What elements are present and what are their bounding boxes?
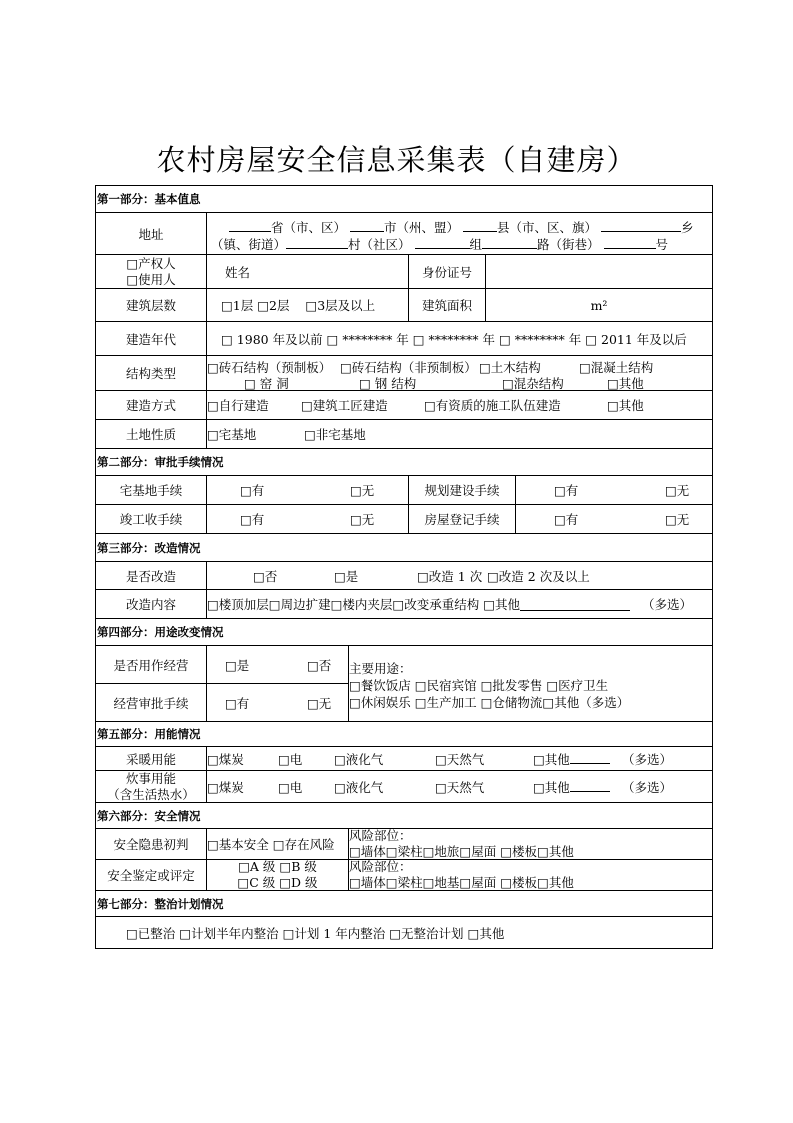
row-era <box>96 321 712 355</box>
approval-row <box>96 684 348 722</box>
build-self[interactable]: □自行建造 <box>207 398 269 413</box>
city-input[interactable] <box>350 219 384 232</box>
energy-other[interactable] <box>533 778 610 796</box>
row-remediation-plan <box>96 916 712 948</box>
county-input[interactable] <box>463 219 497 232</box>
risk-parts-title: 风险部位： <box>349 828 412 843</box>
row-initial-hazard <box>96 828 712 859</box>
renovation-content-label: 改造内容 <box>125 597 176 612</box>
initial-hazard-label: 安全隐患初判 <box>113 837 189 852</box>
group-input-pre[interactable] <box>415 236 470 249</box>
land-non-homestead[interactable]: □非宅基地 <box>304 427 366 442</box>
section-header-part6 <box>96 802 712 828</box>
row-structure <box>96 355 712 390</box>
area-label: 建筑面积 <box>408 289 485 321</box>
row-land <box>96 419 712 448</box>
section-title: 第四部分：用途改变情况 <box>97 625 224 639</box>
yes-checkbox[interactable]: □有 <box>240 483 265 498</box>
renovated-label: 是否改造 <box>125 568 176 584</box>
yes-checkbox[interactable]: □有 <box>240 512 265 527</box>
planning-procedure-label: 规划建设手续 <box>408 476 515 504</box>
floors-options <box>206 289 408 321</box>
structure-mixed[interactable]: □混杂结构 <box>502 376 564 391</box>
land-homestead[interactable]: □宅基地 <box>207 427 257 442</box>
road-input[interactable] <box>482 236 537 249</box>
section-header-part2 <box>96 448 712 475</box>
section-header-part4 <box>96 618 712 645</box>
floor-1-checkbox[interactable]: □1层 <box>221 298 254 313</box>
completion-procedure-options <box>206 505 408 533</box>
row-renovated <box>96 561 712 589</box>
section-title: 第三部分：改造情况 <box>97 540 201 555</box>
initial-risk-parts <box>348 829 712 859</box>
township-input[interactable] <box>601 219 681 232</box>
cooking-energy-label-main: 炊事用能 <box>125 770 176 786</box>
business-label: 是否用作经营 <box>113 657 189 673</box>
number-suffix: 号 <box>655 237 669 252</box>
heating-energy-label: 采暖用能 <box>125 751 176 767</box>
registration-procedure-options <box>515 505 712 533</box>
homestead-procedure-options <box>206 476 408 504</box>
business-no[interactable]: □否 <box>307 657 332 673</box>
appraisal-label: 安全鉴定或评定 <box>107 868 195 883</box>
build-craftsman[interactable]: □建筑工匠建造 <box>301 398 388 413</box>
land-options <box>206 420 712 448</box>
energy-electric[interactable]: □电 <box>278 779 303 795</box>
renovated-yes[interactable]: □是 <box>334 568 359 584</box>
page-title: 农村房屋安全信息采集表（自建房） <box>156 143 637 177</box>
business-approval-label: 经营审批手续 <box>113 696 189 711</box>
build-method-label: 建造方式 <box>125 398 176 413</box>
city-suffix: 市（州、盟） <box>384 220 460 235</box>
structure-concrete[interactable]: □混凝土结构 <box>579 360 654 375</box>
energy-other-input[interactable] <box>570 751 610 764</box>
energy-other-input[interactable] <box>570 779 610 792</box>
build-qualified-team[interactable]: □有资质的施工队伍建造 <box>424 398 561 413</box>
era-label: 建造年代 <box>125 331 176 347</box>
renovated-twice-plus[interactable]: □改造 2 次及以上 <box>487 568 590 584</box>
renovation-other-input[interactable] <box>520 598 630 611</box>
owner-checkbox[interactable]: □产权人 <box>126 255 176 271</box>
structure-options <box>206 356 712 390</box>
no-checkbox[interactable]: □无 <box>665 512 690 527</box>
homestead-procedure-label: 宅基地手续 <box>119 483 183 498</box>
form-table <box>95 185 713 949</box>
section-title: 第二部分：审批手续情况 <box>97 455 224 469</box>
renovated-options <box>206 562 712 589</box>
registration-procedure-label: 房屋登记手续 <box>408 505 515 533</box>
cooking-energy-label-sub: （含生活热水） <box>107 786 195 802</box>
no-checkbox[interactable]: □无 <box>665 483 690 498</box>
township-suffix-2: （镇、街道） <box>211 237 287 252</box>
energy-natural-gas[interactable]: □天然气 <box>435 751 485 767</box>
build-method-options <box>206 391 712 419</box>
energy-other-label: □其他 <box>533 779 570 795</box>
structure-cave[interactable]: □ 窑 洞 <box>244 376 289 391</box>
energy-other-label: □其他 <box>533 751 570 767</box>
township-suffix: 乡 <box>681 220 694 235</box>
address-fields <box>206 213 712 254</box>
row-build-method <box>96 390 712 419</box>
id-input[interactable] <box>485 255 712 288</box>
structure-other[interactable]: □其他 <box>607 376 644 391</box>
appraisal-grades <box>206 860 348 890</box>
floor-3plus-checkbox[interactable]: □3层及以上 <box>305 298 376 313</box>
build-other[interactable]: □其他 <box>607 398 644 413</box>
row-approval-2 <box>96 504 712 533</box>
energy-lpg[interactable]: □液化气 <box>334 751 384 767</box>
energy-natural-gas[interactable]: □天然气 <box>435 779 485 795</box>
cooking-energy-label <box>96 771 206 802</box>
section-title: 第五部分：用能情况 <box>97 727 201 741</box>
no-checkbox[interactable]: □无 <box>350 512 375 527</box>
section-header-part1 <box>96 186 712 212</box>
approval-no[interactable]: □无 <box>307 696 332 711</box>
yes-checkbox[interactable]: □有 <box>554 483 579 498</box>
multi-select-note: （多选） <box>622 779 673 795</box>
yes-checkbox[interactable]: □有 <box>554 512 579 527</box>
main-usage-options-2[interactable]: □休闲娱乐 □生产加工 □仓储物流□其他（多选） <box>349 695 630 710</box>
row-heating-energy <box>96 746 712 770</box>
energy-other[interactable] <box>533 750 610 768</box>
no-checkbox[interactable]: □无 <box>350 483 375 498</box>
section-header-part3 <box>96 533 712 561</box>
era-options[interactable]: □ 1980 年及以前 □ ******** 年 □ ******** 年 □ ******** 年 □ 2011 年及以后 <box>206 322 712 355</box>
row-renovation-content <box>96 589 712 618</box>
row-cooking-energy <box>96 770 712 802</box>
energy-coal[interactable]: □煤炭 <box>207 751 244 767</box>
row-approval-1 <box>96 475 712 504</box>
completion-procedure-label: 竣工收手续 <box>119 512 183 527</box>
floors-label: 建筑层数 <box>125 298 176 313</box>
user-checkbox[interactable]: □使用人 <box>126 271 176 287</box>
structure-earth-wood[interactable]: □土木结构 <box>479 360 541 375</box>
village-suffix: 村（社区） <box>348 237 411 252</box>
multi-select-note: （多选） <box>641 597 692 612</box>
structure-brick-nonprecast[interactable]: □砖石结构（非预制板） <box>340 360 477 375</box>
main-usage-title: 主要用途： <box>349 661 412 676</box>
row-appraisal <box>96 859 712 890</box>
section-title: 第六部分：安全情况 <box>97 808 201 823</box>
grade-cd-options[interactable]: □C 级 □D 级 <box>237 875 318 890</box>
grade-ab-options[interactable]: □A 级 □B 级 <box>238 859 317 874</box>
energy-electric[interactable]: □电 <box>278 751 303 767</box>
renovation-content-options <box>206 590 712 618</box>
risk-parts-options[interactable]: □墙体□梁柱□地旅□屋面 □楼板□其他 <box>349 844 574 859</box>
initial-hazard-options[interactable]: □基本安全 □存在风险 <box>206 829 348 859</box>
group-suffix: 组 <box>469 237 483 252</box>
id-label: 身份证号 <box>408 255 485 288</box>
risk-parts-title: 风险部位： <box>349 859 412 874</box>
row-owner <box>96 254 712 288</box>
structure-brick-precast[interactable]: □砖石结构（预制板） <box>207 360 332 375</box>
structure-steel[interactable]: □ 钢 结构 <box>359 376 417 391</box>
number-input[interactable] <box>604 236 656 249</box>
section-title: 第七部分：整治计划情况 <box>97 896 224 911</box>
business-yes[interactable]: □是 <box>225 657 250 673</box>
province-input[interactable] <box>229 219 271 232</box>
main-usage <box>348 646 712 721</box>
renovation-content-checkboxes[interactable]: □楼顶加层□周边扩建□楼内夹层□改变承重结构 □其他 <box>207 597 521 612</box>
land-label: 土地性质 <box>125 427 176 442</box>
planning-procedure-options <box>515 476 712 504</box>
row-address <box>96 212 712 254</box>
business-row <box>96 646 348 684</box>
cooking-energy-options <box>206 771 712 802</box>
road-suffix: 路（街巷） <box>537 237 600 252</box>
approval-yes[interactable]: □有 <box>225 696 250 711</box>
province-suffix: 省（市、区） <box>271 220 347 235</box>
risk-parts-options[interactable]: □墙体□梁柱□地基□屋面 □楼板□其他 <box>349 875 574 890</box>
name-label: 姓名 <box>206 255 408 288</box>
business-approval-options <box>206 684 348 722</box>
renovated-once[interactable]: □改造 1 次 <box>417 568 483 584</box>
appraisal-risk-parts <box>348 860 712 890</box>
remediation-options[interactable]: □已整治 □计划半年内整治 □计划 1 年内整治 □无整治计划 □其他 <box>126 925 505 941</box>
structure-label: 结构类型 <box>125 366 176 381</box>
row-floors <box>96 288 712 321</box>
address-label: 地址 <box>138 226 164 242</box>
section-header-part5 <box>96 721 712 746</box>
business-options <box>206 646 348 683</box>
energy-coal[interactable]: □煤炭 <box>207 779 244 795</box>
area-input[interactable]: m² <box>485 289 712 321</box>
village-input[interactable] <box>286 236 348 249</box>
multi-select-note: （多选） <box>622 751 673 767</box>
heating-energy-options <box>206 747 712 770</box>
floor-2-checkbox[interactable]: □2层 <box>257 298 290 313</box>
main-usage-options-1[interactable]: □餐饮饭店 □民宿宾馆 □批发零售 □医疗卫生 <box>349 678 609 693</box>
section-header-part7 <box>96 890 712 916</box>
energy-lpg[interactable]: □液化气 <box>334 779 384 795</box>
county-suffix: 县（市、区、旗） <box>497 220 598 235</box>
owner-type <box>96 255 206 288</box>
row-usage-change <box>96 645 712 721</box>
renovated-no[interactable]: □否 <box>253 568 278 584</box>
section-title: 第一部分：基本值息 <box>97 192 201 206</box>
